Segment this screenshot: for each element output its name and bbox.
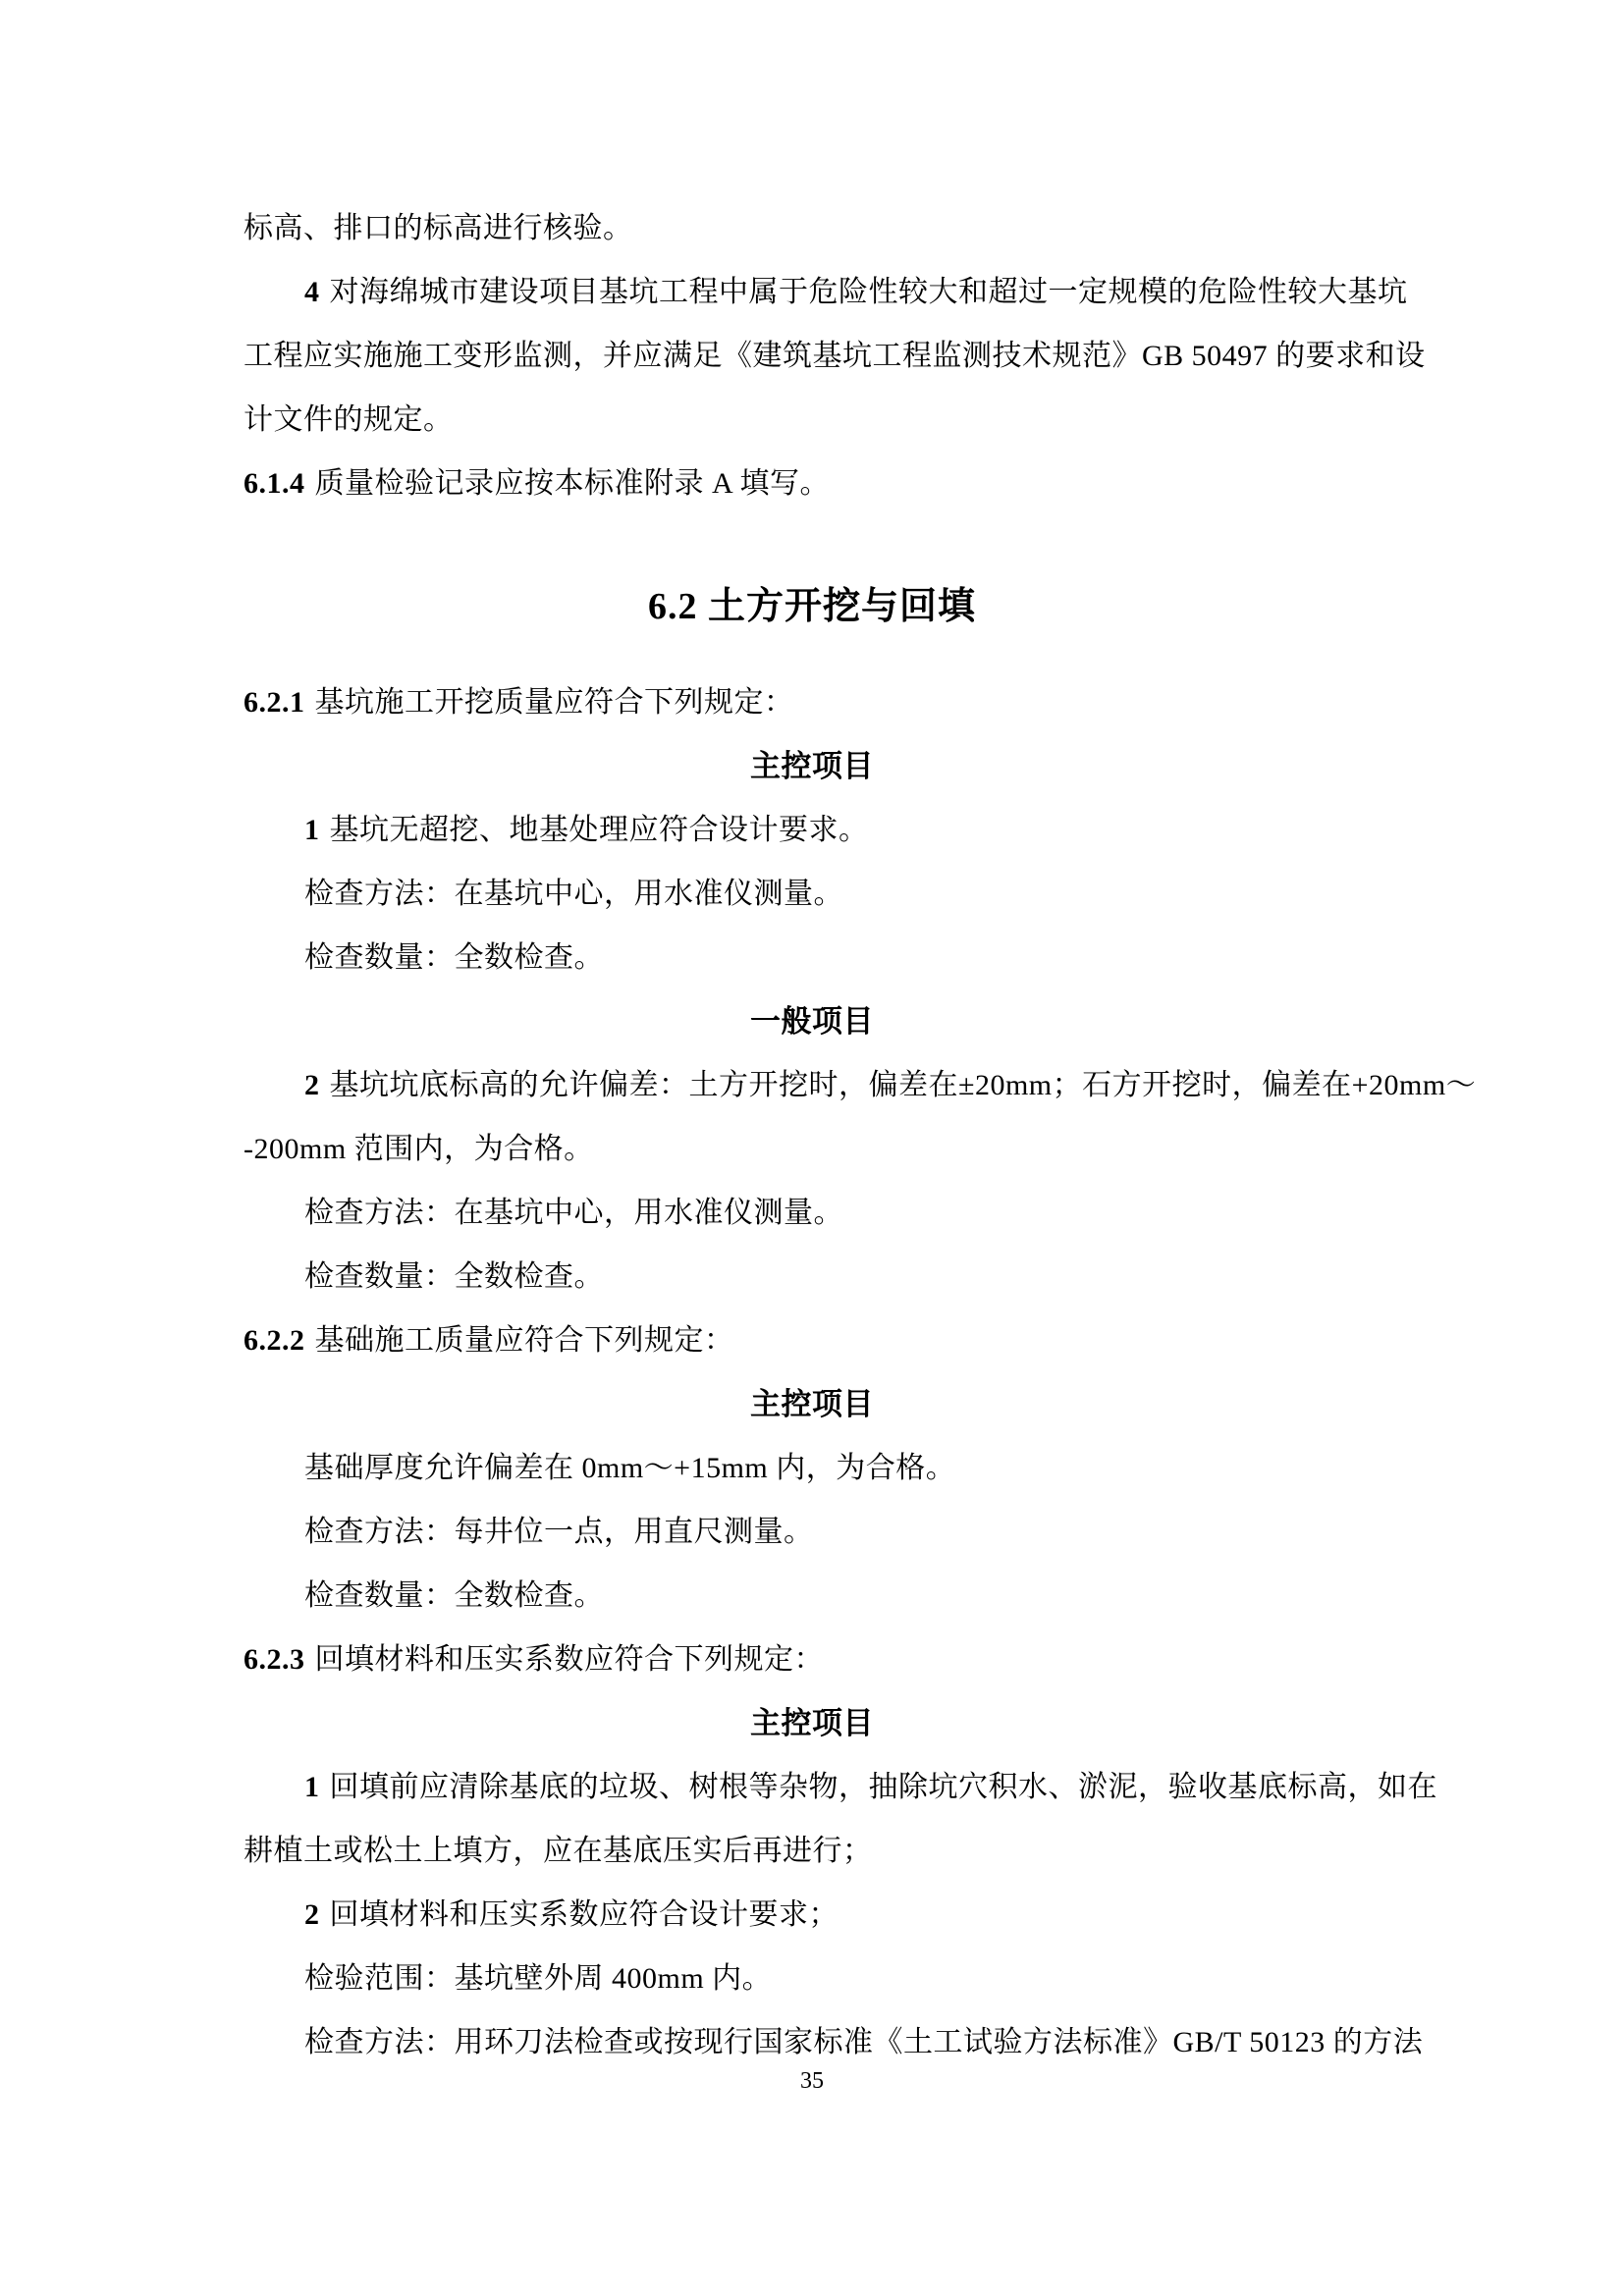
line-text: 基坑坑底标高的允许偏差：土方开挖时，偏差在±20mm；石方开挖时，偏差在+20mm～ <box>329 1069 1477 1101</box>
line-text: 检查方法：每井位一点，用直尺测量。 <box>304 1516 814 1548</box>
clause-line-6-1-4 <box>244 452 1380 515</box>
clause-number: 6.1.4 <box>244 467 305 500</box>
text-line <box>244 1245 1380 1308</box>
item-number: 2 <box>304 1069 320 1101</box>
text-line <box>244 388 1380 452</box>
item-number: 2 <box>304 1898 320 1931</box>
line-text: 回填材料和压实系数应符合下列规定： <box>314 1643 824 1676</box>
clause-number: 6.2.3 <box>244 1643 305 1676</box>
text-line <box>244 1117 1380 1181</box>
page-number: 35 <box>800 2068 824 2094</box>
text-line <box>244 1947 1380 2010</box>
line-text: 对海绵城市建设项目基坑工程中属于危险性较大和超过一定规模的危险性较大基坑 <box>329 276 1408 308</box>
text-line <box>244 1500 1380 1564</box>
line-text: 工程应实施施工变形监测，并应满足《建筑基坑工程监测技术规范》GB 50497 的要求和设 <box>244 340 1426 372</box>
line-text: 计文件的规定。 <box>244 403 454 436</box>
text-line <box>244 1053 1477 1117</box>
line-text: 检查数量：全数检查。 <box>304 1579 604 1612</box>
item-number: 4 <box>304 276 320 308</box>
line-text: -200mm 范围内，为合格。 <box>244 1133 594 1165</box>
text-line <box>244 926 1380 989</box>
line-text: 检查方法：用环刀法检查或按现行国家标准《土工试验方法标准》GB/T 50123 的方法 <box>304 2026 1424 2058</box>
clause-line-6-2-3 <box>244 1628 1380 1691</box>
text-line <box>244 260 1408 324</box>
clause-line-6-2-1 <box>244 670 1380 734</box>
text-line <box>244 1755 1437 1819</box>
text-line <box>244 196 1380 260</box>
text-line <box>244 798 1380 862</box>
text-line <box>244 862 1380 926</box>
text-line <box>244 1883 1380 1947</box>
subsection-heading: 主控项目 <box>750 749 874 783</box>
subsection-heading: 主控项目 <box>750 1706 874 1740</box>
line-text: 基础施工质量应符合下列规定： <box>314 1324 734 1357</box>
text-line <box>244 1564 1380 1628</box>
subsection-heading: 主控项目 <box>750 1387 874 1421</box>
item-number: 1 <box>304 1771 320 1803</box>
line-text: 检查数量：全数检查。 <box>304 941 604 974</box>
clause-number: 6.2.2 <box>244 1324 305 1357</box>
line-text: 质量检验记录应按本标准附录 A 填写。 <box>314 467 831 500</box>
line-text: 基坑无超挖、地基处理应符合设计要求。 <box>329 814 869 846</box>
clause-number: 6.2.1 <box>244 686 305 719</box>
document-body <box>244 0 1477 2074</box>
line-text: 基础厚度允许偏差在 0mm～+15mm 内，为合格。 <box>304 1452 956 1484</box>
item-number: 1 <box>304 814 320 846</box>
line-text: 标高、排口的标高进行核验。 <box>244 212 633 244</box>
line-text: 回填材料和压实系数应符合设计要求； <box>329 1898 839 1931</box>
section-heading: 6.2 土方开挖与回填 <box>647 586 976 627</box>
line-text: 基坑施工开挖质量应符合下列规定： <box>314 686 794 719</box>
line-text: 检验范围：基坑壁外周 400mm 内。 <box>304 1962 773 1995</box>
text-line <box>244 1819 1380 1883</box>
text-line <box>244 324 1426 388</box>
clause-line-6-2-2 <box>244 1308 1380 1372</box>
text-line <box>244 1181 1380 1245</box>
line-text: 检查方法：在基坑中心，用水准仪测量。 <box>304 1197 843 1229</box>
subsection-heading: 一般项目 <box>750 1004 874 1039</box>
line-text: 检查数量：全数检查。 <box>304 1260 604 1293</box>
text-line <box>244 2010 1424 2074</box>
text-line <box>244 1436 1380 1500</box>
line-text: 耕植土或松土上填方，应在基底压实后再进行； <box>244 1835 873 1867</box>
line-text: 检查方法：在基坑中心，用水准仪测量。 <box>304 878 843 910</box>
line-text: 回填前应清除基底的垃圾、树根等杂物，抽除坑穴积水、淤泥，验收基底标高，如在 <box>329 1771 1437 1803</box>
